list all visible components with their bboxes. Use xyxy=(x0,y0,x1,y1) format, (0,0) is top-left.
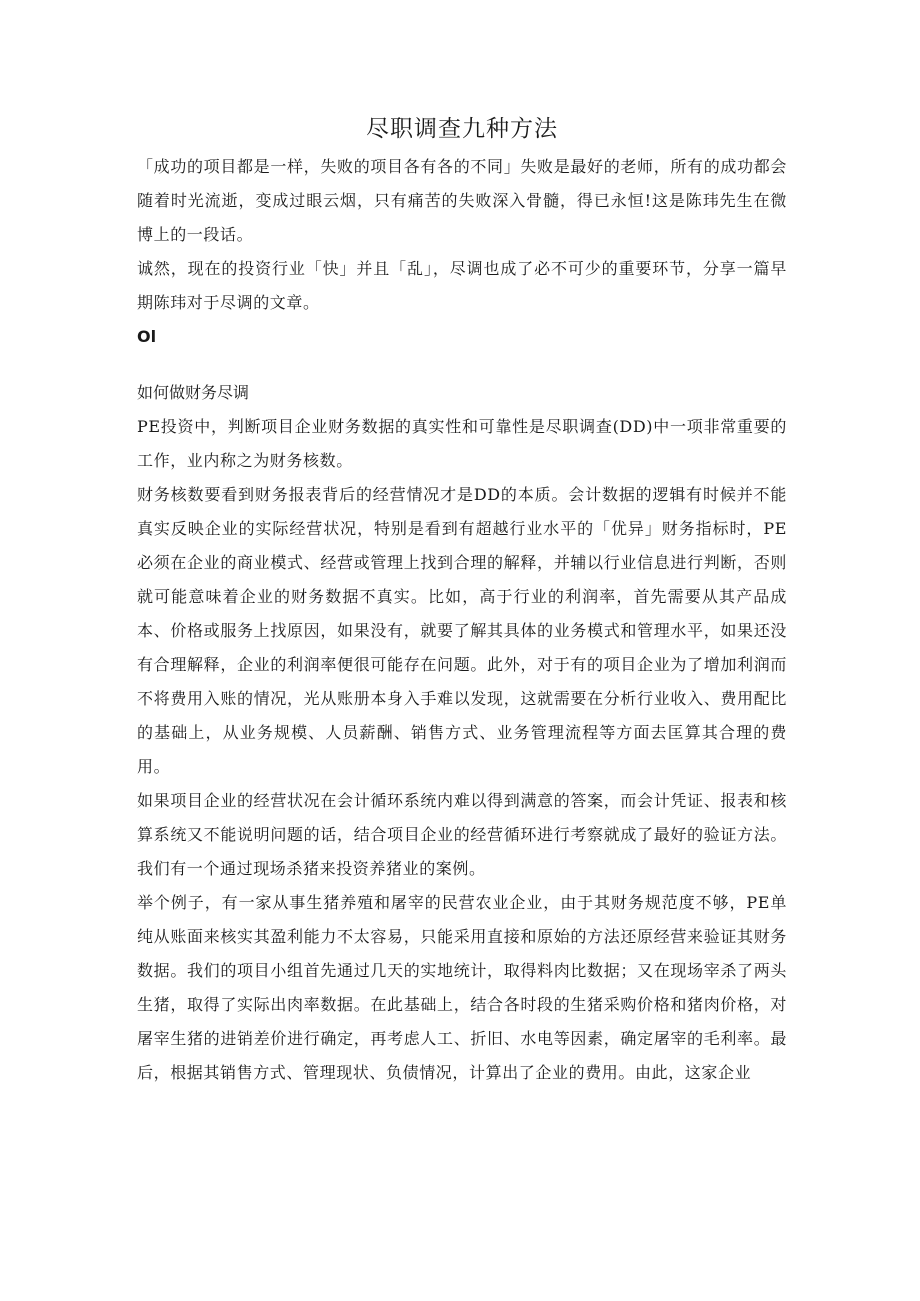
body-paragraph-1: PE投资中，判断项目企业财务数据的真实性和可靠性是尽职调查(DD)中一项非常重要的工作，业内称之为财务核数。 xyxy=(137,417,787,470)
section-number: Ol xyxy=(137,327,157,346)
section-title: 如何做财务尽调 xyxy=(137,383,250,402)
intro-paragraph-1: 「成功的项目都是一样，失败的项目各有各的不同」失败是最好的老师，所有的成功都会随着时光流逝，变成过眼云烟，只有痛苦的失败深入骨髓，得已永恒!这是陈玮先生在微博上的一段话。 xyxy=(137,157,787,244)
document-title: 尽职调查九种方法 xyxy=(366,116,558,142)
body-paragraph-3: 如果项目企业的经营状况在会计循环系统内难以得到满意的答案，而会计凭证、报表和核算系统又不能说明问题的话，结合项目企业的经营循环进行考察就成了最好的验证方法。我们有一个通过现场杀猪来投资养猪业的案例。 xyxy=(137,791,787,878)
body-paragraph-4: 举个例子，有一家从事生猪养殖和屠宰的民营农业企业，由于其财务规范度不够，PE单纯从账面来核实其盈利能力不太容易，只能采用直接和原始的方法还原经营来验证其财务数据。我们的项目小组首先通过几天的实地统计，取得料肉比数据；又在现场宰杀了两头生猪，取得了实际出肉率数据。在此基础上，结合各时段的生猪采购价格和猪肉价格，对屠宰生猪的进销差价进行确定，再考虑人工、折旧、水电等因素，确定屠宰的毛利率。最后，根据其销售方式、管理现状、负债情况，计算出了企业的费用。由此，这家企业 xyxy=(137,893,787,1082)
body-paragraph-2: 财务核数要看到财务报表背后的经营情况才是DD的本质。会计数据的逻辑有时候并不能真实反映企业的实际经营状况，特别是看到有超越行业水平的「优异」财务指标时，PE必须在企业的商业模式、经营或管理上找到合理的解释，并辅以行业信息进行判断，否则就可能意味着企业的财务数据不真实。比如，高于行业的利润率，首先需要从其产品成本、价格或服务上找原因，如果没有，就要了解其具体的业务模式和管理水平，如果还没有合理解释，企业的利润率便很可能存在问题。此外，对于有的项目企业为了增加利润而不将费用入账的情况，光从账册本身入手难以发现，这就需要在分析行业收入、费用配比的基础上，从业务规模、人员薪酬、销售方式、业务管理流程等方面去匡算其合理的费用。 xyxy=(137,485,787,776)
intro-paragraph-2: 诚然，现在的投资行业「快」并且「乱」，尽调也成了必不可少的重要环节，分享一篇早期陈玮对于尽调的文章。 xyxy=(137,259,787,312)
document-page xyxy=(137,112,787,1090)
